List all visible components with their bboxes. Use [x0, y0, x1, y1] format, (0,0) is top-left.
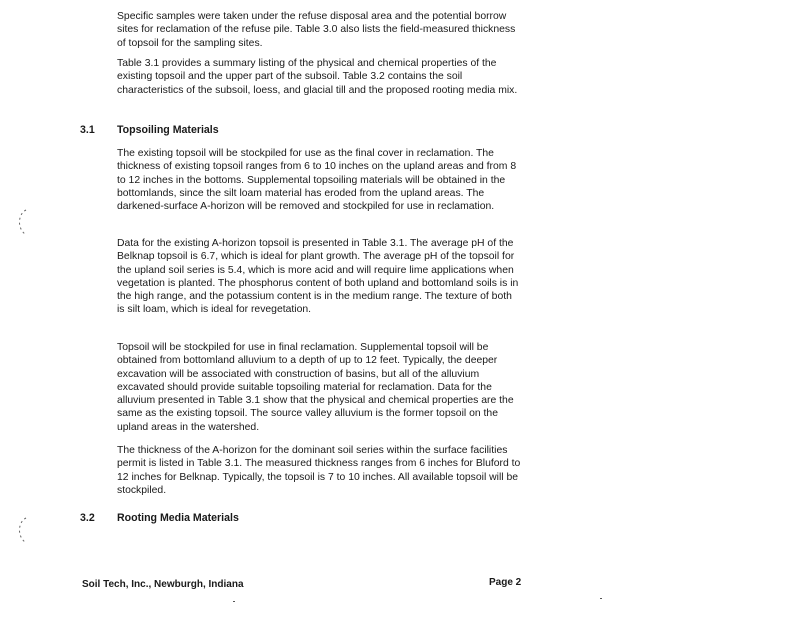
section-paragraph: Data for the existing A-horizon topsoil is presented in Table 3.1. The average pH of the Belknap topsoil is 6.7, which is ideal for plant growth. The average pH of the topsoil for the upland soil series is 5.4, which is more acid and will require lime applications when vegetation is planted. The phosphorus content of both upland and bottomland soils is in the high range, and the potassium content is in the medium range. The texture of both is silt loam, which is ideal for revegetation. [117, 238, 519, 316]
section-number: 3.2 [80, 512, 95, 524]
section-paragraph: Topsoil will be stockpiled for use in final reclamation. Supplemental topsoil will be obtained from bottomland alluvium to a depth of up to 12 feet. Typically, the deeper excavation will be associated with construction of basins, but all of the alluvium excavated should provide suitable topsoiling material for reclamation. Data for the alluvium presented in Table 3.1 show that the physical and chemical properties are the same as the existing topsoil. The source valley alluvium is the former topsoil on the upland areas in the watershed. [117, 342, 514, 433]
section-title: Topsoiling Materials [117, 124, 219, 136]
intro-paragraph-partial: Specific samples were taken under the refuse disposal area and the potential borrow sites for reclamation of the refuse pile. Table 3.0 also lists the field-measured thickness of topsoil for the sampling sites. [117, 11, 516, 49]
intro-paragraph-2: Table 3.1 provides a summary listing of the physical and chemical properties of the existing topsoil and the upper part of the subsoil. Table 3.2 contains the soil characteristics of the subsoil, loess, and glacial till and the proposed rooting media mix. [117, 58, 518, 96]
section-paragraph: The thickness of the A-horizon for the dominant soil series within the surface facilities permit is listed in Table 3.1. The measured thickness ranges from 6 inches for Bluford to 12 inches for Belknap. Typically, the topsoil is 7 to 10 inches. All available topsoil will be stockpiled. [117, 445, 521, 496]
footer-company: Soil Tech, Inc., Newburgh, Indiana [82, 579, 244, 590]
scan-speck [233, 601, 235, 602]
binder-hole-mark [14, 208, 28, 236]
section-number: 3.1 [80, 124, 95, 136]
scan-speck [600, 598, 602, 599]
section-paragraph: The existing topsoil will be stockpiled for use as the final cover in reclamation. The thickness of existing topsoil ranges from 6 to 10 inches on the upland areas and from 8 to 12 inches in the bottoms. Supplemental topsoiling materials will be obtained in the bottomlands, since the silt loam material has eroded from the upland areas. The darkened-surface A-horizon will be removed and stockpiled for use in reclamation. [117, 148, 517, 213]
binder-hole-mark [14, 516, 28, 544]
footer-page-number: Page 2 [489, 577, 522, 588]
section-title: Rooting Media Materials [117, 512, 239, 524]
